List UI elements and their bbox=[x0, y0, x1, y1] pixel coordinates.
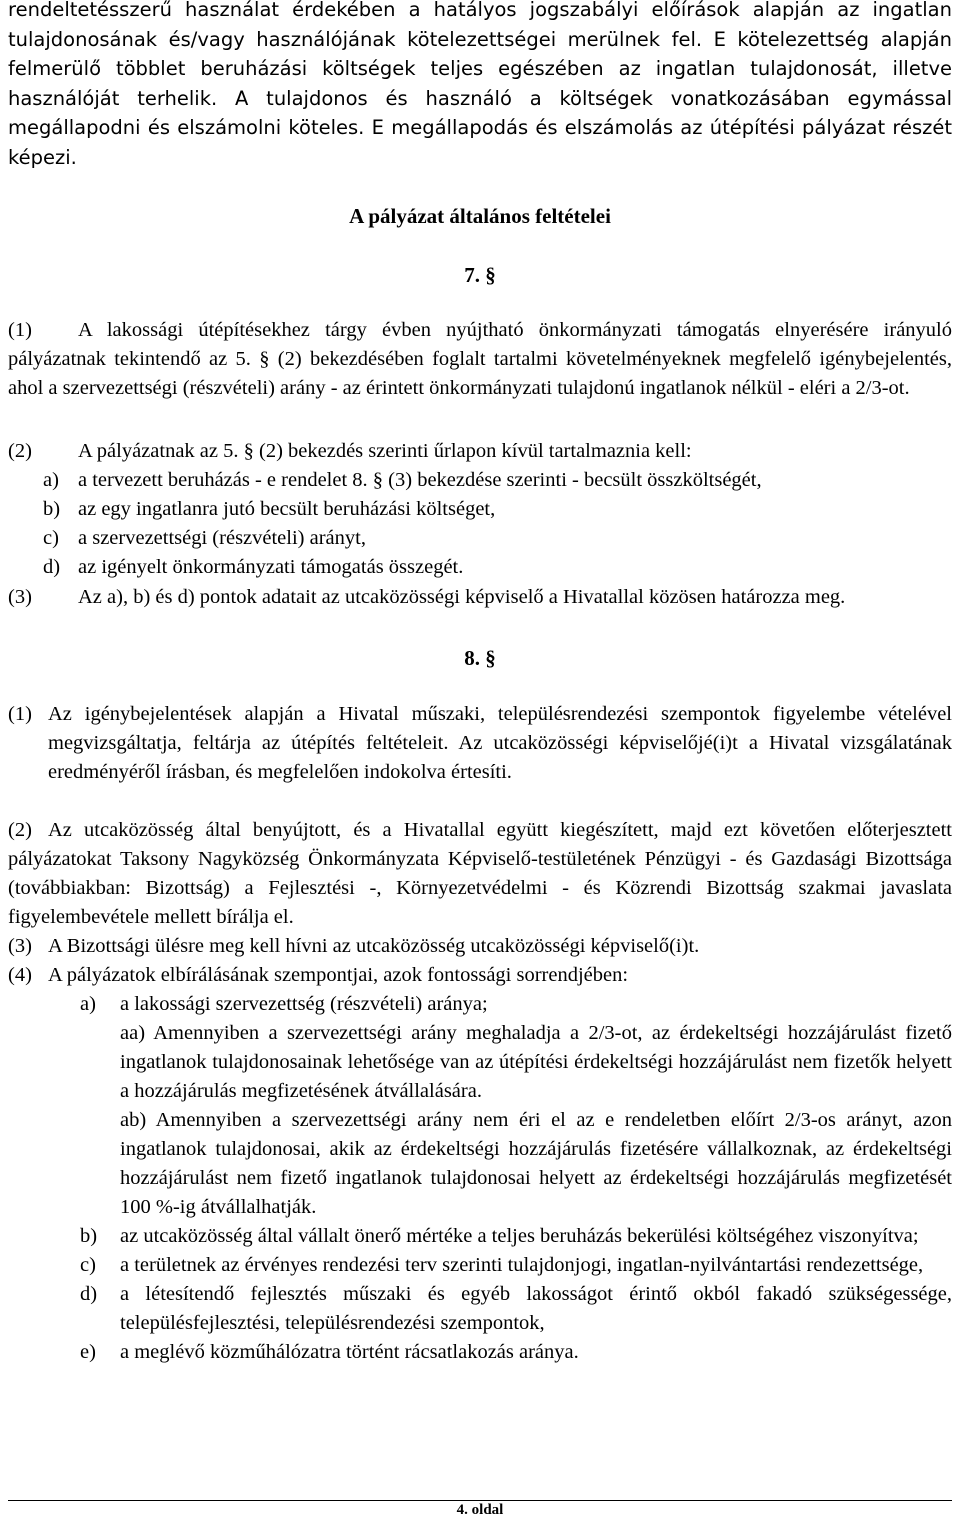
section-8-p3 bbox=[8, 932, 952, 961]
section-7-p3 bbox=[8, 583, 952, 612]
section-8-number: 8. § bbox=[464, 646, 496, 670]
section-7-p2-text: A pályázatnak az 5. § (2) bekezdés szerinti űrlapon kívül tartalmaznia kell: bbox=[78, 440, 692, 462]
list-item: c) a területnek az érvényes rendezési terv szerinti tulajdonjogi, ingatlan-nyilvántartási rendezettsége, bbox=[80, 1254, 924, 1276]
sub-item-ab: ab) Amennyiben a szervezettségi arány nem éri el az e rendeletben előírt 2/3-os arányt, azon ingatlanok tulajdonosai, akik az érdekeltségi hozzájárulás fizetésére vállalkoznak, az érdekeltségi hozzájárulást nem fizető ingatlanok tulajdonosai helyett az érdekeltségi hozzájárulás megfizetését 100 %-ig átvállalhatják. bbox=[120, 1109, 952, 1218]
list-item: e) a meglévő közműhálózatra történt rácsatlakozás aránya. bbox=[80, 1341, 579, 1363]
section-8-p2-text: Az utcaközösség által benyújtott, és a Hivatallal együtt kiegészített, majd ezt követően előterjesztett pályázatokat Taksony Nagyközség Önkormányzata Képviselő-testületének Pénzügyi - és Gazdasági Bizottsága (továbbiakban: Bizottság) a Fejlesztési -, Környezetvédelmi - és Közrendi Bizottság szakmai javaslata figyelembevétele mellett bírálja el. bbox=[8, 819, 952, 928]
section-8-p2 bbox=[8, 816, 952, 932]
section-7-p1-text: A lakossági útépítésekhez tárgy évben nyújtható önkormányzati támogatás elnyerésére irányuló pályázatnak tekintendő az 5. § (2) bekezdésében foglalt tartalmi követelményeknek megfelelő igénybejelentés, ahol a szervezettségi (részvételi) arány - az érintett önkormányzati tulajdonú ingatlanok nélkül - eléri a 2/3-ot. bbox=[8, 319, 952, 399]
list-item: d) a létesítendő fejlesztés műszaki és egyéb lakosságot érintő okból fakadó szükségessége, településfejlesztési, településrendezési szempontok, bbox=[80, 1283, 952, 1334]
section-8-p4 bbox=[8, 961, 952, 990]
section-7-p1-label: (1) bbox=[8, 319, 32, 341]
section-7-list bbox=[43, 466, 952, 582]
section-8-p3-label: (3) bbox=[8, 935, 32, 957]
section-8-p2-label: (2) bbox=[8, 819, 32, 841]
section-7-p2 bbox=[8, 437, 952, 466]
intro-paragraph: rendeltetésszerű használat érdekében a hatályos jogszabályi előírások alapján az ingatlan tulajdonosának és/vagy használójának kötelezettségei merülnek fel. E kötelezettség alapján felmerülő többlet beruházási költségek teljes egészében az ingatlan tulajdonosát, illetve használóját terhelik. A tulajdonos és használó a költségek vonatkozásában egymással megállapodni és elszámolni köteles. E megállapodás és elszámolás az útépítési pályázat részét képezi. bbox=[8, 0, 952, 169]
list-item: a) a lakossági szervezettség (részvételi) aránya; bbox=[80, 993, 488, 1015]
page-number: 4. oldal bbox=[456, 1502, 504, 1518]
section-8-p1 bbox=[8, 700, 952, 787]
section-8-list bbox=[80, 990, 952, 1367]
list-item: c) a szervezettségi (részvételi) arányt, bbox=[43, 527, 366, 549]
section-8-p1-text: Az igénybejelentések alapján a Hivatal műszaki, településrendezési szempontok figyelembe vételével megvizsgáltatja, feltárja az útépítés feltételeit. Az utcaközösségi képviselőjé(i)t a Hivatal vizsgálatának eredményéről írásban, és megfelelően indokolva értesíti. bbox=[48, 703, 952, 783]
list-item: b) az utcaközösség által vállalt önerő mértéke a teljes beruházás bekerülési költségéhez viszonyítva; bbox=[80, 1225, 919, 1247]
section-8-p4-label: (4) bbox=[8, 964, 32, 986]
sub-item-aa: aa) Amennyiben a szervezettségi arány meghaladja a 2/3-ot, az érdekeltségi hozzájárulást fizető ingatlanok tulajdonosainak lehetősége van az útépítési érdekeltségi hozzájárulást nem fizetők helyett a hozzájárulás megfizetésének átvállalására. bbox=[120, 1022, 952, 1102]
section-title: A pályázat általános feltételei bbox=[349, 204, 611, 228]
list-item: b) az egy ingatlanra jutó becsült beruházási költséget, bbox=[43, 498, 496, 520]
section-7-p1 bbox=[8, 316, 952, 403]
list-item: d) az igényelt önkormányzati támogatás összegét. bbox=[43, 556, 464, 578]
section-7-p3-label: (3) bbox=[8, 586, 32, 608]
section-8-p4-text: A pályázatok elbírálásának szempontjai, azok fontossági sorrendjében: bbox=[48, 964, 629, 986]
footer-divider bbox=[8, 1500, 952, 1501]
section-8-p3-text: A Bizottsági ülésre meg kell hívni az utcaközösség utcaközösségi képviselő(i)t. bbox=[48, 935, 700, 957]
list-item: a) a tervezett beruházás - e rendelet 8. § (3) bekezdése szerinti - becsült összköltségét, bbox=[43, 469, 762, 491]
section-7-p3-text: Az a), b) és d) pontok adatait az utcaközösségi képviselő a Hivatallal közösen határozza meg. bbox=[78, 586, 846, 608]
section-8-p1-label: (1) bbox=[8, 703, 32, 725]
section-7-number: 7. § bbox=[464, 263, 496, 287]
section-7-p2-label: (2) bbox=[8, 440, 32, 462]
